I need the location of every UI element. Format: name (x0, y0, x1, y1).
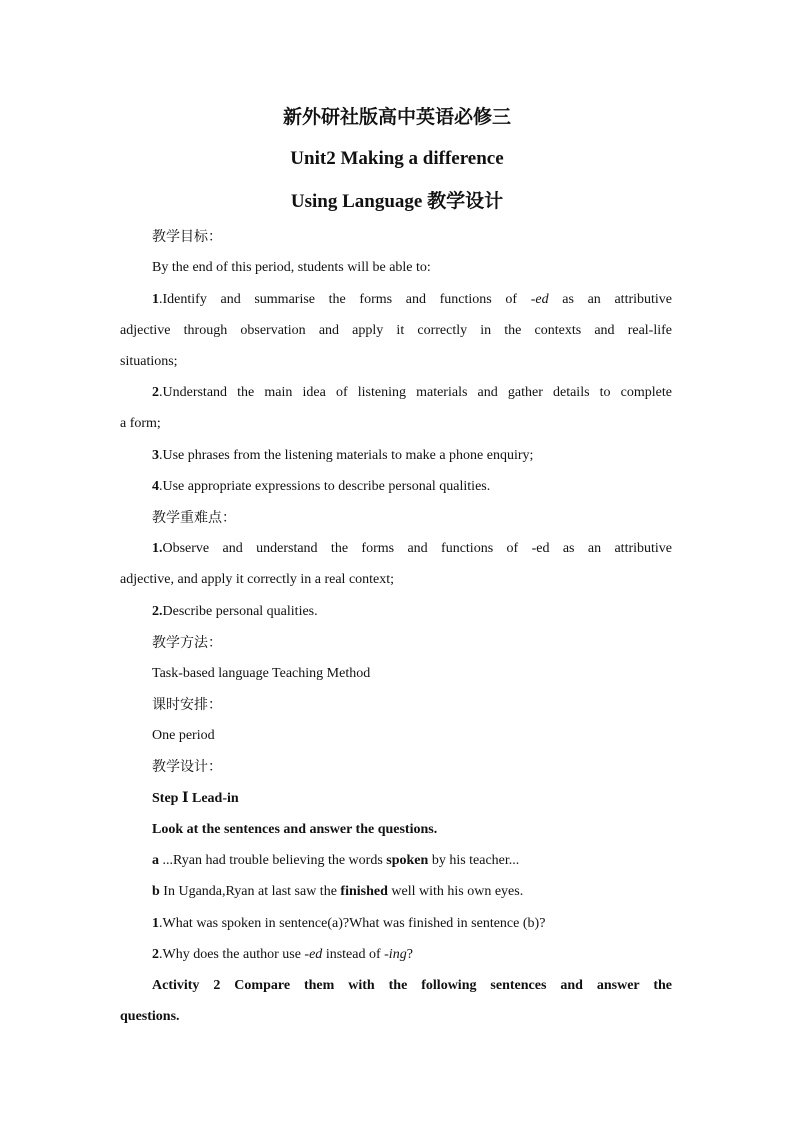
sentence-b: b In Uganda,Ryan at last saw the finished well with his own eyes. (152, 884, 524, 899)
step-1-heading: Step Ⅰ Lead-in (152, 791, 239, 806)
key-point-1-line-2: adjective, and apply it correctly in a real context; (120, 572, 395, 587)
methods-text: Task-based language Teaching Method (152, 666, 371, 681)
schedule-heading: 课时安排： (152, 697, 222, 713)
objective-1-line-2: adjective through observation and apply it correctly in the contexts and real-life (120, 323, 672, 338)
objective-3: 3.Use phrases from the listening materials to make a phone enquiry; (152, 448, 534, 463)
design-heading: 教学设计： (152, 759, 222, 775)
activity-2-line-2: questions. (120, 1009, 180, 1024)
lesson-title-en: Using Language (290, 191, 428, 212)
methods-heading: 教学方法： (152, 635, 222, 651)
objective-2-line-2: a form; (120, 416, 161, 431)
sentence-a: a ...Ryan had trouble believing the words spoken by his teacher... (152, 853, 520, 868)
lesson-title (0, 189, 794, 214)
objective-1-line-1: 1.Identify and summarise the forms and functions of -ed as an attributive (152, 292, 673, 307)
activity-2-line-1: Activity 2 Compare them with the following sentences and answer the (152, 978, 672, 993)
key-point-2: 2.Describe personal qualities. (152, 604, 318, 619)
question-1: 1.What was spoken in sentence(a)?What was finished in sentence (b)? (152, 916, 546, 931)
lead-in-instruction: Look at the sentences and answer the questions. (152, 822, 438, 837)
schedule-text: One period (152, 728, 215, 743)
lesson-title-cn: 教学设计 (427, 190, 504, 212)
document-title: 新外研社版高中英语必修三 (282, 106, 511, 128)
key-points-heading: 教学重难点： (152, 510, 236, 526)
objective-2-line-1: 2.Understand the main idea of listening materials and gather details to complete (152, 385, 672, 400)
question-2: 2.Why does the author use -ed instead of -ing? (152, 947, 413, 962)
unit-title: Unit2 Making a difference (290, 148, 504, 169)
key-point-1-line-1: 1.Observe and understand the forms and functions of -ed as an attributive (152, 541, 672, 556)
objectives-heading: 教学目标： (152, 229, 222, 245)
objective-1-line-3: situations; (120, 354, 178, 369)
objective-4: 4.Use appropriate expressions to describe personal qualities. (152, 479, 491, 494)
objectives-intro: By the end of this period, students will be able to: (152, 260, 431, 275)
